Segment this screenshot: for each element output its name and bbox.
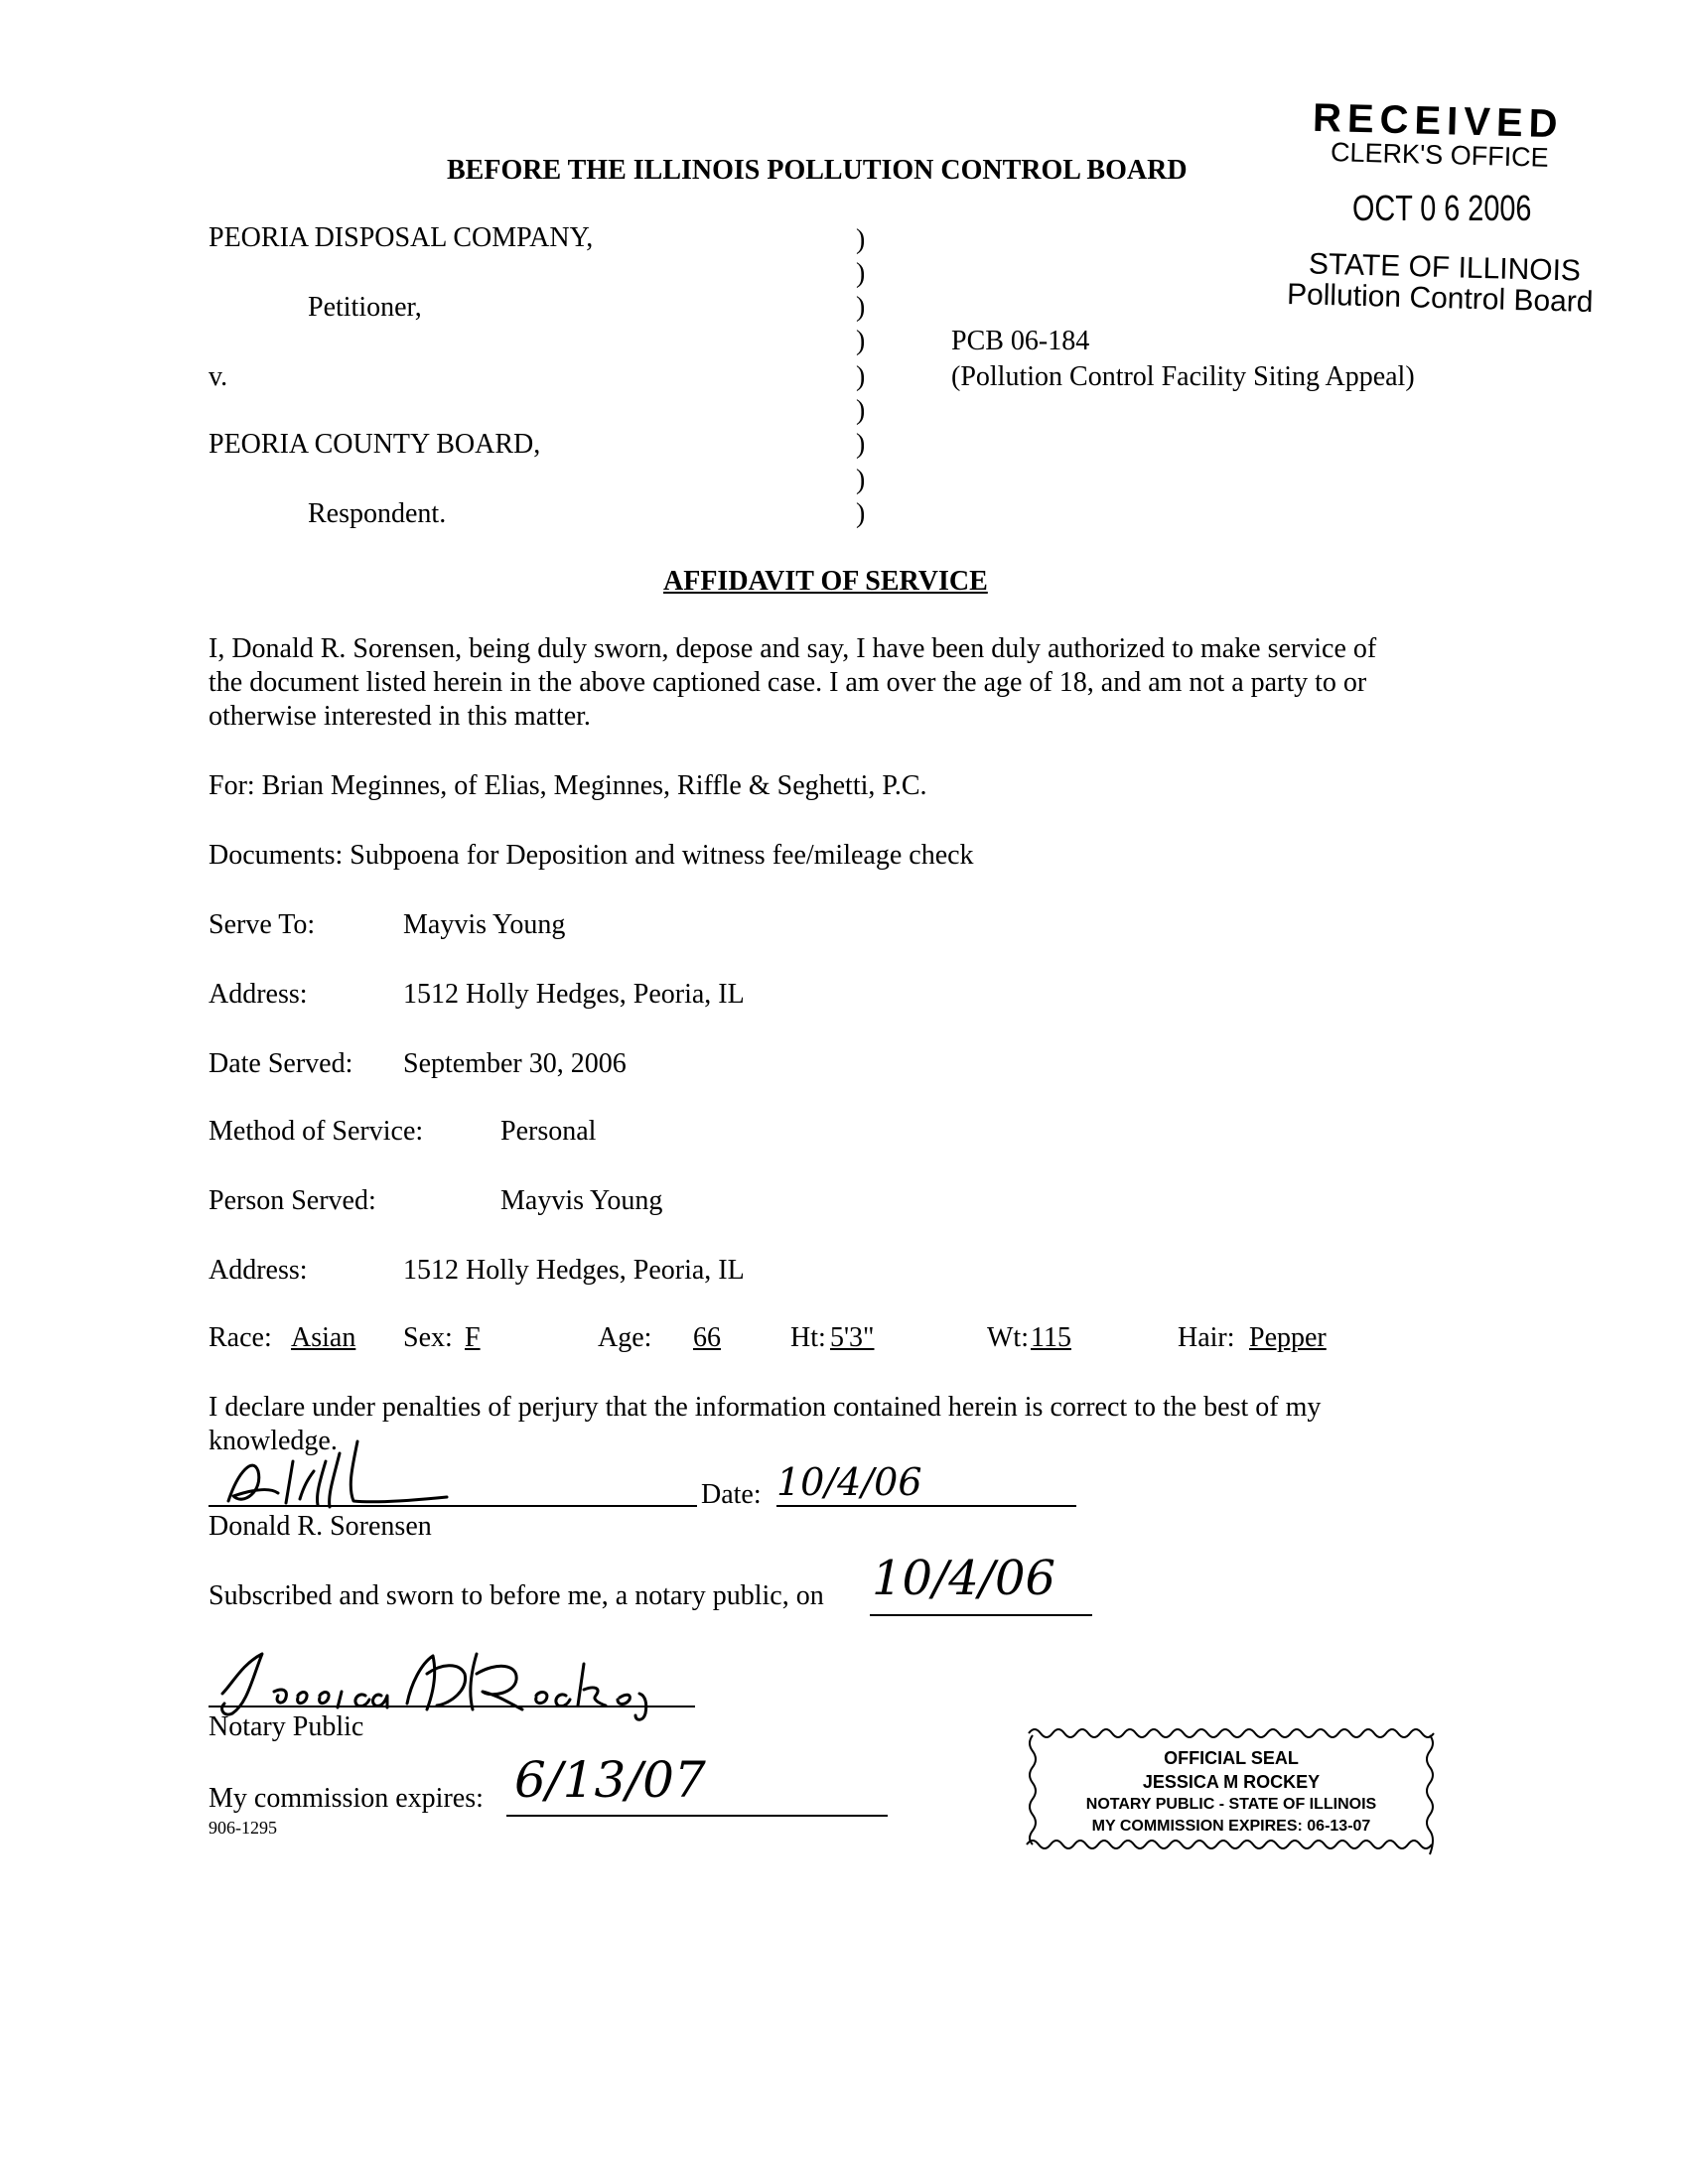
received-stamp-date: OCT 0 6 2006: [1352, 188, 1532, 228]
person-served-label: Person Served:: [209, 1185, 376, 1216]
date-served-value: September 30, 2006: [403, 1048, 627, 1079]
received-stamp-state: STATE OF ILLINOIS: [1308, 247, 1582, 288]
notary-signature-mark: [203, 1634, 689, 1723]
received-stamp-title: RECEIVED: [1312, 95, 1565, 147]
caption-paren: ): [856, 465, 866, 495]
caption-paren: ): [856, 258, 866, 289]
documents-line: Documents: Subpoena for Deposition and witness fee/mileage check: [209, 840, 974, 871]
for-line: For: Brian Meginnes, of Elias, Meginnes, Riffle & Seghetti, P.C.: [209, 770, 927, 801]
signed-date: 10/4/06: [776, 1460, 922, 1504]
date-line: [776, 1505, 1076, 1507]
caption-paren: ): [856, 498, 866, 529]
caption-paren: ): [856, 429, 866, 460]
commission-date: 6/13/07: [514, 1751, 706, 1809]
sex-label: Sex:: [403, 1322, 453, 1353]
serve-to-value: Mayvis Young: [403, 909, 566, 940]
affidavit-title: AFFIDAVIT OF SERVICE: [663, 566, 988, 597]
method-value: Personal: [500, 1116, 597, 1147]
doc-code: 906-1295: [209, 1818, 277, 1838]
hair-label: Hair:: [1178, 1322, 1235, 1353]
notary-signature-line: [209, 1706, 695, 1707]
sworn-date: 10/4/06: [872, 1551, 1056, 1606]
sworn-date-line: [870, 1614, 1092, 1616]
respondent-role: Respondent.: [308, 498, 447, 529]
case-number: PCB 06-184: [951, 326, 1090, 356]
commission-label: My commission expires:: [209, 1783, 484, 1814]
age-value: 66: [693, 1322, 721, 1353]
serve-to-label: Serve To:: [209, 909, 316, 940]
seal-commission: MY COMMISSION EXPIRES: 06-13-07: [1091, 1818, 1371, 1835]
caption-paren: ): [856, 224, 866, 255]
weight-label: Wt:: [987, 1322, 1029, 1353]
notary-label: Notary Public: [209, 1711, 364, 1742]
signature-line: [209, 1505, 697, 1507]
address-value: 1512 Holly Hedges, Peoria, IL: [403, 979, 745, 1010]
date-served-label: Date Served:: [209, 1048, 353, 1079]
petitioner-role: Petitioner,: [308, 292, 422, 323]
received-stamp-board: Pollution Control Board: [1286, 277, 1594, 320]
caption-paren: ): [856, 292, 866, 323]
versus: v.: [209, 361, 228, 392]
commission-line: [506, 1815, 888, 1817]
signer-name: Donald R. Sorensen: [209, 1511, 432, 1542]
caption-paren: ): [856, 395, 866, 426]
caption-paren: ): [856, 361, 866, 392]
received-stamp-office: CLERK'S OFFICE: [1330, 137, 1550, 173]
declaration-line: knowledge.: [209, 1426, 338, 1456]
method-label: Method of Service:: [209, 1116, 424, 1147]
declaration-line: I declare under penalties of perjury that the information contained herein is correct to the best of my: [209, 1392, 1322, 1423]
race-label: Race:: [209, 1322, 272, 1353]
date-label: Date:: [701, 1479, 762, 1510]
intro-line: the document listed herein in the above captioned case. I am over the age of 18, and am not a party to or: [209, 667, 1367, 698]
seal-title: OFFICIAL SEAL: [1164, 1748, 1299, 1768]
case-type: (Pollution Control Facility Siting Appeal): [951, 361, 1415, 392]
person-served-value: Mayvis Young: [500, 1185, 663, 1216]
sex-value: F: [465, 1322, 481, 1353]
seal-name: JESSICA M ROCKEY: [1142, 1772, 1321, 1792]
address2-label: Address:: [209, 1255, 308, 1286]
respondent-name: PEORIA COUNTY BOARD,: [209, 429, 541, 460]
address-label: Address:: [209, 979, 308, 1010]
age-label: Age:: [598, 1322, 652, 1353]
address2-value: 1512 Holly Hedges, Peoria, IL: [403, 1255, 745, 1286]
board-title: BEFORE THE ILLINOIS POLLUTION CONTROL BOARD: [447, 155, 1188, 186]
height-value: 5'3": [830, 1322, 875, 1353]
signer-signature: [209, 1432, 566, 1521]
intro-line: otherwise interested in this matter.: [209, 701, 591, 732]
height-label: Ht:: [790, 1322, 826, 1353]
weight-value: 115: [1031, 1322, 1071, 1353]
subscribed-text: Subscribed and sworn to before me, a notary public, on: [209, 1580, 824, 1611]
petitioner-name: PEORIA DISPOSAL COMPANY,: [209, 222, 594, 253]
intro-line: I, Donald R. Sorensen, being duly sworn, depose and say, I have been duly authorized to make service of: [209, 633, 1377, 664]
race-value: Asian: [291, 1322, 356, 1353]
hair-value: Pepper: [1249, 1322, 1327, 1353]
caption-paren: ): [856, 326, 866, 356]
seal-notary-state: NOTARY PUBLIC - STATE OF ILLINOIS: [1085, 1796, 1377, 1813]
